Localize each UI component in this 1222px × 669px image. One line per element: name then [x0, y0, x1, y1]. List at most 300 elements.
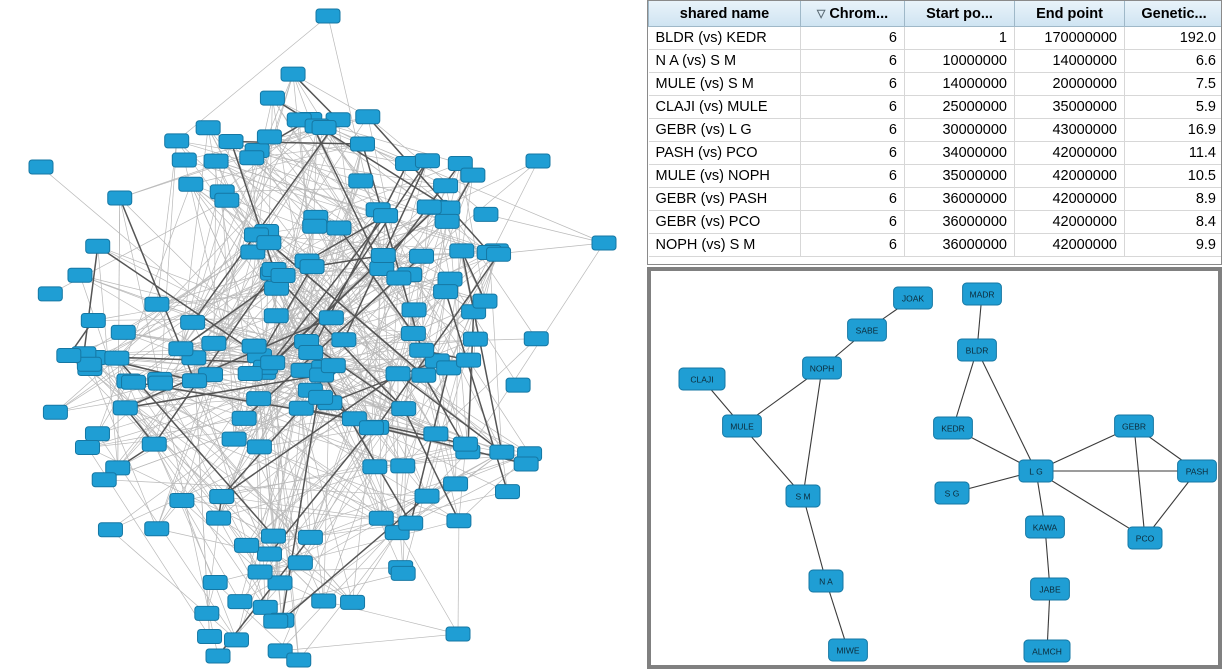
- network-node[interactable]: [1128, 527, 1162, 549]
- network-node[interactable]: [298, 530, 322, 544]
- network-node[interactable]: [392, 402, 416, 416]
- network-node-shape[interactable]: [232, 411, 256, 425]
- network-node[interactable]: [172, 153, 196, 167]
- network-node[interactable]: [68, 268, 92, 282]
- network-node-shape[interactable]: [113, 401, 137, 415]
- column-header-genetic[interactable]: [1125, 1, 1222, 27]
- network-node[interactable]: [288, 556, 312, 570]
- network-node-shape[interactable]: [298, 530, 322, 544]
- network-node-shape[interactable]: [210, 489, 234, 503]
- network-node-shape[interactable]: [303, 219, 327, 233]
- network-node-shape[interactable]: [264, 309, 288, 323]
- network-node-shape[interactable]: [68, 268, 92, 282]
- network-node-shape[interactable]: [349, 174, 373, 188]
- cell-genetic[interactable]: 9.9: [1125, 234, 1222, 257]
- network-node[interactable]: [487, 247, 511, 261]
- network-node[interactable]: [453, 437, 477, 451]
- network-node-shape[interactable]: [238, 367, 262, 381]
- network-node[interactable]: [242, 339, 266, 353]
- network-node-shape[interactable]: [506, 378, 530, 392]
- network-node[interactable]: [391, 459, 415, 473]
- network-node-shape[interactable]: [261, 356, 285, 370]
- network-node-shape[interactable]: [75, 440, 99, 454]
- network-node-shape[interactable]: [391, 566, 415, 580]
- network-node[interactable]: [145, 522, 169, 536]
- network-node-shape[interactable]: [247, 440, 271, 454]
- cell-chromosome[interactable]: 6: [801, 234, 905, 257]
- network-node[interactable]: [247, 392, 271, 406]
- network-node-shape[interactable]: [341, 595, 365, 609]
- network-node-shape[interactable]: [321, 359, 345, 373]
- network-node[interactable]: [309, 390, 333, 404]
- network-node-shape[interactable]: [85, 427, 109, 441]
- network-node-shape[interactable]: [195, 606, 219, 620]
- network-node[interactable]: [319, 311, 343, 325]
- cell-start-point[interactable]: 14000000: [905, 73, 1015, 96]
- network-node[interactable]: [1031, 578, 1070, 600]
- network-node[interactable]: [417, 200, 441, 214]
- network-node-shape[interactable]: [592, 236, 616, 250]
- cell-chromosome[interactable]: 6: [801, 73, 905, 96]
- cell-start-point[interactable]: 25000000: [905, 96, 1015, 119]
- network-node[interactable]: [848, 319, 887, 341]
- network-node[interactable]: [934, 417, 973, 439]
- network-node-shape[interactable]: [81, 313, 105, 327]
- network-node[interactable]: [281, 67, 305, 81]
- cell-chromosome[interactable]: 6: [801, 50, 905, 73]
- network-node[interactable]: [111, 325, 135, 339]
- network-node-shape[interactable]: [453, 437, 477, 451]
- network-node[interactable]: [207, 511, 231, 525]
- network-node-shape[interactable]: [463, 332, 487, 346]
- network-node-shape[interactable]: [369, 511, 393, 525]
- network-node[interactable]: [444, 477, 468, 491]
- network-node[interactable]: [935, 482, 969, 504]
- network-node[interactable]: [450, 244, 474, 258]
- network-node[interactable]: [447, 514, 471, 528]
- network-node[interactable]: [410, 343, 434, 357]
- network-node-shape[interactable]: [122, 375, 146, 389]
- network-node[interactable]: [81, 313, 105, 327]
- network-node[interactable]: [29, 160, 53, 174]
- network-node-shape[interactable]: [300, 260, 324, 274]
- network-node[interactable]: [247, 440, 271, 454]
- network-node[interactable]: [196, 121, 220, 135]
- network-node-shape[interactable]: [219, 135, 243, 149]
- network-node[interactable]: [222, 432, 246, 446]
- table-row[interactable]: [649, 119, 1222, 142]
- network-node[interactable]: [434, 179, 458, 193]
- cell-chromosome[interactable]: 6: [801, 211, 905, 234]
- cell-chromosome[interactable]: 6: [801, 165, 905, 188]
- network-small-nodes[interactable]: [679, 283, 1216, 662]
- cell-shared-name[interactable]: NOPH (vs) S M: [649, 234, 801, 257]
- network-node[interactable]: [148, 376, 172, 390]
- network-node-shape[interactable]: [524, 332, 548, 346]
- cell-genetic[interactable]: 11.4: [1125, 142, 1222, 165]
- network-node-shape[interactable]: [387, 271, 411, 285]
- cell-genetic[interactable]: 6.6: [1125, 50, 1222, 73]
- network-node-shape[interactable]: [363, 460, 387, 474]
- network-node[interactable]: [473, 294, 497, 308]
- network-node-shape[interactable]: [202, 336, 226, 350]
- network-node-shape[interactable]: [446, 627, 470, 641]
- network-node-shape[interactable]: [299, 345, 323, 359]
- cell-genetic[interactable]: 5.9: [1125, 96, 1222, 119]
- table-row[interactable]: [649, 188, 1222, 211]
- network-node-shape[interactable]: [215, 193, 239, 207]
- cell-chromosome[interactable]: 6: [801, 96, 905, 119]
- network-node-shape[interactable]: [253, 600, 277, 614]
- cell-end-point[interactable]: 42000000: [1015, 234, 1125, 257]
- network-node[interactable]: [215, 193, 239, 207]
- cell-start-point[interactable]: 36000000: [905, 234, 1015, 257]
- cell-genetic[interactable]: 7.5: [1125, 73, 1222, 96]
- network-node-shape[interactable]: [170, 493, 194, 507]
- cell-start-point[interactable]: 30000000: [905, 119, 1015, 142]
- network-node-shape[interactable]: [271, 269, 295, 283]
- network-node-shape[interactable]: [248, 565, 272, 579]
- network-node-shape[interactable]: [224, 633, 248, 647]
- cell-shared-name[interactable]: GEBR (vs) L G: [649, 119, 801, 142]
- cell-start-point[interactable]: 36000000: [905, 211, 1015, 234]
- network-node[interactable]: [264, 614, 288, 628]
- network-node[interactable]: [327, 221, 351, 235]
- network-node-shape[interactable]: [105, 351, 129, 365]
- network-node[interactable]: [1019, 460, 1053, 482]
- network-node[interactable]: [410, 249, 434, 263]
- network-node[interactable]: [424, 427, 448, 441]
- network-node[interactable]: [321, 359, 345, 373]
- network-node[interactable]: [463, 332, 487, 346]
- network-node-shape[interactable]: [496, 485, 520, 499]
- network-node-shape[interactable]: [57, 349, 81, 363]
- network-node-shape[interactable]: [392, 402, 416, 416]
- table-row[interactable]: [649, 142, 1222, 165]
- network-node-shape[interactable]: [288, 556, 312, 570]
- edge-table[interactable]: [648, 1, 1222, 257]
- network-node-shape[interactable]: [287, 653, 311, 667]
- network-node-shape[interactable]: [145, 522, 169, 536]
- network-node[interactable]: [592, 236, 616, 250]
- network-node[interactable]: [257, 547, 281, 561]
- network-node[interactable]: [402, 303, 426, 317]
- network-node-shape[interactable]: [111, 325, 135, 339]
- network-node[interactable]: [446, 627, 470, 641]
- cell-end-point[interactable]: 35000000: [1015, 96, 1125, 119]
- network-node[interactable]: [415, 489, 439, 503]
- network-node[interactable]: [203, 575, 227, 589]
- network-node[interactable]: [195, 606, 219, 620]
- network-node-shape[interactable]: [401, 327, 425, 341]
- network-node-shape[interactable]: [487, 247, 511, 261]
- network-node[interactable]: [92, 473, 116, 487]
- network-node[interactable]: [170, 493, 194, 507]
- network-node-shape[interactable]: [312, 121, 336, 135]
- table-row[interactable]: [649, 50, 1222, 73]
- network-node-shape[interactable]: [172, 153, 196, 167]
- network-node[interactable]: [43, 405, 67, 419]
- network-node-shape[interactable]: [281, 67, 305, 81]
- network-node[interactable]: [679, 368, 725, 390]
- network-node-shape[interactable]: [169, 342, 193, 356]
- network-node[interactable]: [38, 287, 62, 301]
- network-node-shape[interactable]: [257, 130, 281, 144]
- cell-genetic[interactable]: 16.9: [1125, 119, 1222, 142]
- network-node[interactable]: [415, 154, 439, 168]
- network-node-shape[interactable]: [108, 191, 132, 205]
- network-node[interactable]: [257, 130, 281, 144]
- network-node[interactable]: [1115, 415, 1154, 437]
- network-node[interactable]: [265, 281, 289, 295]
- network-node[interactable]: [257, 236, 281, 250]
- network-node-shape[interactable]: [435, 214, 459, 228]
- network-node[interactable]: [198, 629, 222, 643]
- network-node-shape[interactable]: [386, 367, 410, 381]
- network-node-shape[interactable]: [374, 209, 398, 223]
- cell-shared-name[interactable]: MULE (vs) S M: [649, 73, 801, 96]
- cell-end-point[interactable]: 20000000: [1015, 73, 1125, 96]
- column-header-start-point[interactable]: [905, 1, 1015, 27]
- network-node[interactable]: [86, 239, 110, 253]
- network-node[interactable]: [1178, 460, 1217, 482]
- cell-genetic[interactable]: 192.0: [1125, 27, 1222, 50]
- cell-end-point[interactable]: 42000000: [1015, 165, 1125, 188]
- cell-chromosome[interactable]: 6: [801, 27, 905, 50]
- network-node-shape[interactable]: [410, 343, 434, 357]
- column-header-shared-name[interactable]: [649, 1, 801, 27]
- cell-start-point[interactable]: 34000000: [905, 142, 1015, 165]
- network-node[interactable]: [142, 437, 166, 451]
- network-node-shape[interactable]: [526, 154, 550, 168]
- network-node-shape[interactable]: [240, 151, 264, 165]
- cell-shared-name[interactable]: CLAJI (vs) MULE: [649, 96, 801, 119]
- cell-genetic[interactable]: 8.9: [1125, 188, 1222, 211]
- network-node-shape[interactable]: [332, 333, 356, 347]
- network-node[interactable]: [349, 174, 373, 188]
- network-node-shape[interactable]: [327, 221, 351, 235]
- cell-genetic[interactable]: 8.4: [1125, 211, 1222, 234]
- network-node-shape[interactable]: [257, 547, 281, 561]
- column-header-end-point[interactable]: [1015, 1, 1125, 27]
- network-node-shape[interactable]: [473, 294, 497, 308]
- network-node[interactable]: [386, 367, 410, 381]
- network-node-shape[interactable]: [264, 614, 288, 628]
- network-node[interactable]: [356, 110, 380, 124]
- network-node[interactable]: [332, 333, 356, 347]
- network-node[interactable]: [461, 168, 485, 182]
- cell-shared-name[interactable]: BLDR (vs) KEDR: [649, 27, 801, 50]
- network-node[interactable]: [232, 411, 256, 425]
- network-node-shape[interactable]: [247, 392, 271, 406]
- network-node-shape[interactable]: [312, 594, 336, 608]
- network-node[interactable]: [182, 374, 206, 388]
- cell-start-point[interactable]: 1: [905, 27, 1015, 50]
- cell-end-point[interactable]: 42000000: [1015, 188, 1125, 211]
- network-node-shape[interactable]: [92, 473, 116, 487]
- network-node[interactable]: [303, 219, 327, 233]
- network-node[interactable]: [210, 489, 234, 503]
- network-node-shape[interactable]: [434, 285, 458, 299]
- network-node-shape[interactable]: [399, 516, 423, 530]
- network-node[interactable]: [75, 440, 99, 454]
- cell-genetic[interactable]: 10.5: [1125, 165, 1222, 188]
- network-node[interactable]: [809, 570, 843, 592]
- network-node[interactable]: [260, 91, 284, 105]
- network-node[interactable]: [514, 457, 538, 471]
- network-node-shape[interactable]: [444, 477, 468, 491]
- network-node-shape[interactable]: [450, 244, 474, 258]
- table-row[interactable]: [649, 165, 1222, 188]
- table-row[interactable]: [649, 27, 1222, 50]
- cell-shared-name[interactable]: GEBR (vs) PCO: [649, 211, 801, 234]
- network-node-shape[interactable]: [415, 489, 439, 503]
- cell-chromosome[interactable]: 6: [801, 142, 905, 165]
- network-node[interactable]: [786, 485, 820, 507]
- network-node[interactable]: [312, 121, 336, 135]
- network-node-shape[interactable]: [447, 514, 471, 528]
- network-node[interactable]: [108, 191, 132, 205]
- network-node-shape[interactable]: [490, 445, 514, 459]
- cell-end-point[interactable]: 42000000: [1015, 142, 1125, 165]
- network-node[interactable]: [457, 353, 481, 367]
- network-node-shape[interactable]: [359, 421, 383, 435]
- network-node[interactable]: [506, 378, 530, 392]
- network-node-shape[interactable]: [257, 236, 281, 250]
- network-node[interactable]: [435, 214, 459, 228]
- network-node-shape[interactable]: [182, 374, 206, 388]
- network-node-shape[interactable]: [29, 160, 53, 174]
- network-node-shape[interactable]: [181, 315, 205, 329]
- network-node-shape[interactable]: [179, 177, 203, 191]
- network-node-shape[interactable]: [38, 287, 62, 301]
- table-row[interactable]: [649, 211, 1222, 234]
- network-node[interactable]: [958, 339, 997, 361]
- cell-start-point[interactable]: 36000000: [905, 188, 1015, 211]
- network-node-shape[interactable]: [514, 457, 538, 471]
- network-node[interactable]: [122, 375, 146, 389]
- network-node-shape[interactable]: [165, 134, 189, 148]
- network-node[interactable]: [434, 285, 458, 299]
- cell-start-point[interactable]: 35000000: [905, 165, 1015, 188]
- table-row[interactable]: [649, 234, 1222, 257]
- cell-shared-name[interactable]: N A (vs) S M: [649, 50, 801, 73]
- network-node[interactable]: [391, 566, 415, 580]
- network-node[interactable]: [399, 516, 423, 530]
- network-node-shape[interactable]: [309, 390, 333, 404]
- network-node[interactable]: [438, 272, 462, 286]
- network-node[interactable]: [264, 309, 288, 323]
- cell-shared-name[interactable]: GEBR (vs) PASH: [649, 188, 801, 211]
- network-node[interactable]: [387, 271, 411, 285]
- network-node-shape[interactable]: [206, 649, 230, 663]
- network-view-small[interactable]: [647, 267, 1222, 669]
- network-node[interactable]: [219, 135, 243, 149]
- cell-end-point[interactable]: 42000000: [1015, 211, 1125, 234]
- cell-shared-name[interactable]: PASH (vs) PCO: [649, 142, 801, 165]
- network-node-shape[interactable]: [417, 200, 441, 214]
- network-node[interactable]: [169, 342, 193, 356]
- edge-table-panel[interactable]: [647, 0, 1222, 265]
- network-node-shape[interactable]: [474, 207, 498, 221]
- network-node[interactable]: [963, 283, 1002, 305]
- network-node[interactable]: [204, 154, 228, 168]
- network-node[interactable]: [1026, 516, 1065, 538]
- network-node-shape[interactable]: [371, 248, 395, 262]
- network-node[interactable]: [287, 653, 311, 667]
- network-node[interactable]: [206, 649, 230, 663]
- network-node[interactable]: [253, 600, 277, 614]
- network-node[interactable]: [179, 177, 203, 191]
- network-node[interactable]: [299, 345, 323, 359]
- network-node[interactable]: [235, 538, 259, 552]
- network-node-shape[interactable]: [391, 459, 415, 473]
- network-node-shape[interactable]: [196, 121, 220, 135]
- network-node-shape[interactable]: [145, 297, 169, 311]
- network-node-shape[interactable]: [316, 9, 340, 23]
- network-node[interactable]: [312, 594, 336, 608]
- network-node[interactable]: [524, 332, 548, 346]
- network-node-shape[interactable]: [265, 281, 289, 295]
- network-node[interactable]: [271, 269, 295, 283]
- network-node[interactable]: [496, 485, 520, 499]
- network-node[interactable]: [105, 351, 129, 365]
- network-small-canvas[interactable]: [651, 271, 1218, 665]
- network-node-shape[interactable]: [228, 595, 252, 609]
- network-node-shape[interactable]: [43, 405, 67, 419]
- network-node[interactable]: [98, 523, 122, 537]
- network-node-shape[interactable]: [198, 629, 222, 643]
- network-node[interactable]: [261, 356, 285, 370]
- network-node[interactable]: [490, 445, 514, 459]
- network-node-shape[interactable]: [222, 432, 246, 446]
- network-node[interactable]: [359, 421, 383, 435]
- table-row[interactable]: [649, 96, 1222, 119]
- network-node[interactable]: [240, 151, 264, 165]
- network-node[interactable]: [202, 336, 226, 350]
- network-node-shape[interactable]: [402, 303, 426, 317]
- network-node-shape[interactable]: [461, 168, 485, 182]
- network-node-shape[interactable]: [438, 272, 462, 286]
- cell-end-point[interactable]: 170000000: [1015, 27, 1125, 50]
- network-node[interactable]: [829, 639, 868, 661]
- network-node[interactable]: [371, 248, 395, 262]
- network-node[interactable]: [526, 154, 550, 168]
- network-node[interactable]: [363, 460, 387, 474]
- network-node[interactable]: [228, 595, 252, 609]
- cell-chromosome[interactable]: 6: [801, 188, 905, 211]
- network-node-shape[interactable]: [203, 575, 227, 589]
- network-node[interactable]: [723, 415, 762, 437]
- table-row[interactable]: [649, 73, 1222, 96]
- network-node-shape[interactable]: [148, 376, 172, 390]
- network-node[interactable]: [113, 401, 137, 415]
- network-node-shape[interactable]: [319, 311, 343, 325]
- network-node-shape[interactable]: [424, 427, 448, 441]
- cell-end-point[interactable]: 14000000: [1015, 50, 1125, 73]
- network-node[interactable]: [261, 529, 285, 543]
- network-node[interactable]: [181, 315, 205, 329]
- network-node[interactable]: [401, 327, 425, 341]
- network-node-shape[interactable]: [242, 339, 266, 353]
- cell-chromosome[interactable]: 6: [801, 119, 905, 142]
- network-node-shape[interactable]: [356, 110, 380, 124]
- network-node[interactable]: [350, 137, 374, 151]
- network-node[interactable]: [85, 427, 109, 441]
- network-node[interactable]: [145, 297, 169, 311]
- cell-start-point[interactable]: 10000000: [905, 50, 1015, 73]
- network-node-shape[interactable]: [142, 437, 166, 451]
